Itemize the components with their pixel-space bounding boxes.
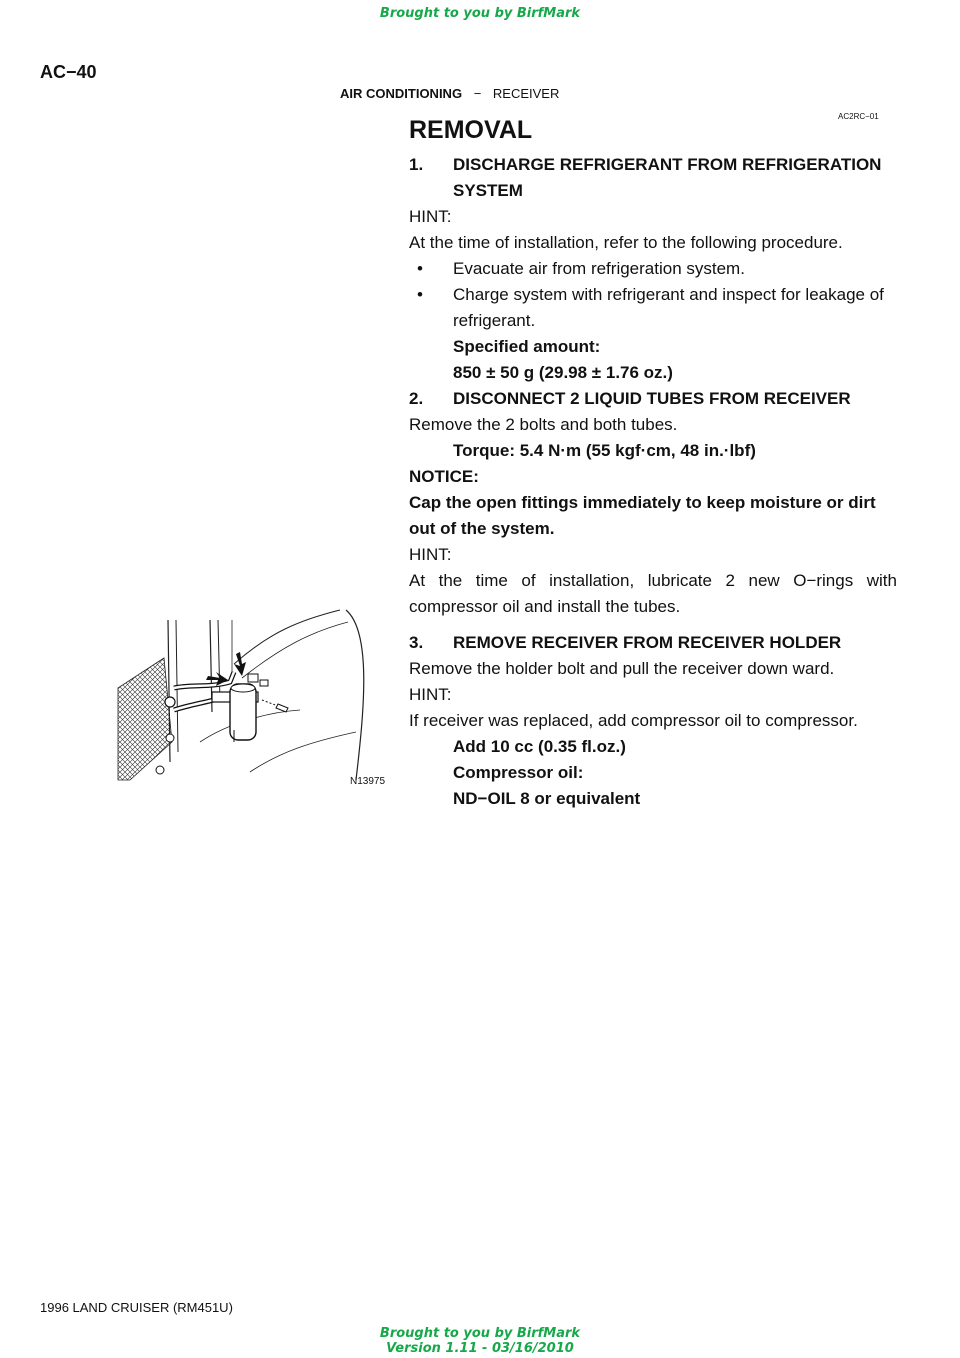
hint-label: HINT: [409, 685, 452, 704]
bullet-text: Evacuate air from refrigeration system. [453, 259, 745, 278]
step-title: DISCHARGE REFRIGERANT FROM REFRIGERATION SYSTEM [453, 155, 882, 200]
bolt-icon [276, 704, 288, 712]
step-text: Remove the holder bolt and pull the receiver down ward. [409, 659, 835, 678]
receiver-illustration [110, 592, 398, 792]
oil-amount: Add 10 cc (0.35 fl.oz.) [453, 737, 626, 756]
step-2-heading [409, 386, 897, 412]
bullet-dot-icon: • [417, 259, 423, 278]
spec-value: 850 ± 50 g (29.98 ± 1.76 oz.) [453, 363, 673, 382]
hint-label: HINT: [409, 207, 452, 226]
step-number: 3. [409, 633, 424, 652]
torque-spec: Torque: 5.4 N·m (55 kgf·cm, 48 in.·lbf) [453, 441, 756, 460]
footer-model: 1996 LAND CRUISER (RM451U) [40, 1300, 233, 1315]
hint-label: HINT: [409, 545, 452, 564]
bullet-item [409, 282, 897, 334]
oil-type: ND−OIL 8 or equivalent [453, 789, 641, 808]
watermark-top: Brought to you by BirfMark [379, 6, 581, 21]
step-title: REMOVE RECEIVER FROM RECEIVER HOLDER [453, 633, 842, 652]
watermark-bottom-line1: Brought to you by BirfMark [379, 1326, 581, 1341]
watermark-bottom [0, 1326, 960, 1356]
step-text: Remove the 2 bolts and both tubes. [409, 415, 678, 434]
receiver-diagram [110, 592, 398, 792]
hint-text: At the time of installation, refer to the following procedure. [409, 233, 843, 252]
section-title: AIR CONDITIONING [340, 86, 463, 101]
oil-label: Compressor oil: [453, 763, 584, 782]
step-3-heading [409, 630, 897, 656]
procedure-content [409, 112, 897, 812]
step-1-heading [409, 152, 897, 204]
notice-text: Cap the open fittings immediately to keep moisture or dirt out of the system. [409, 493, 876, 538]
figure-label: N13975 [350, 776, 386, 787]
section-separator: − [473, 86, 482, 101]
page-id: AC−40 [40, 62, 97, 82]
bullet-item [409, 256, 897, 282]
watermark-bottom-line2: Version 1.11 - 03/16/2010 [386, 1341, 574, 1356]
step-number: 2. [409, 389, 424, 408]
section-subtitle: RECEIVER [492, 86, 560, 101]
bullet-text: Charge system with refrigerant and inspect for leakage of refrigerant. [453, 285, 884, 330]
page-title: REMOVAL [409, 116, 533, 144]
notice-label: NOTICE: [409, 467, 479, 486]
step-number: 1. [409, 155, 424, 174]
spec-label: Specified amount: [453, 337, 601, 356]
hint-text: At the time of installation, lubricate 2 new O−rings with compressor oil and install the tubes. [409, 571, 897, 616]
hint-text: If receiver was replaced, add compressor oil to compressor. [409, 711, 858, 730]
section-header [340, 86, 559, 101]
bullet-dot-icon: • [417, 285, 423, 304]
condenser-core [118, 658, 172, 780]
document-id: AC2RC−01 [838, 112, 879, 121]
step-title: DISCONNECT 2 LIQUID TUBES FROM RECEIVER [453, 389, 851, 408]
